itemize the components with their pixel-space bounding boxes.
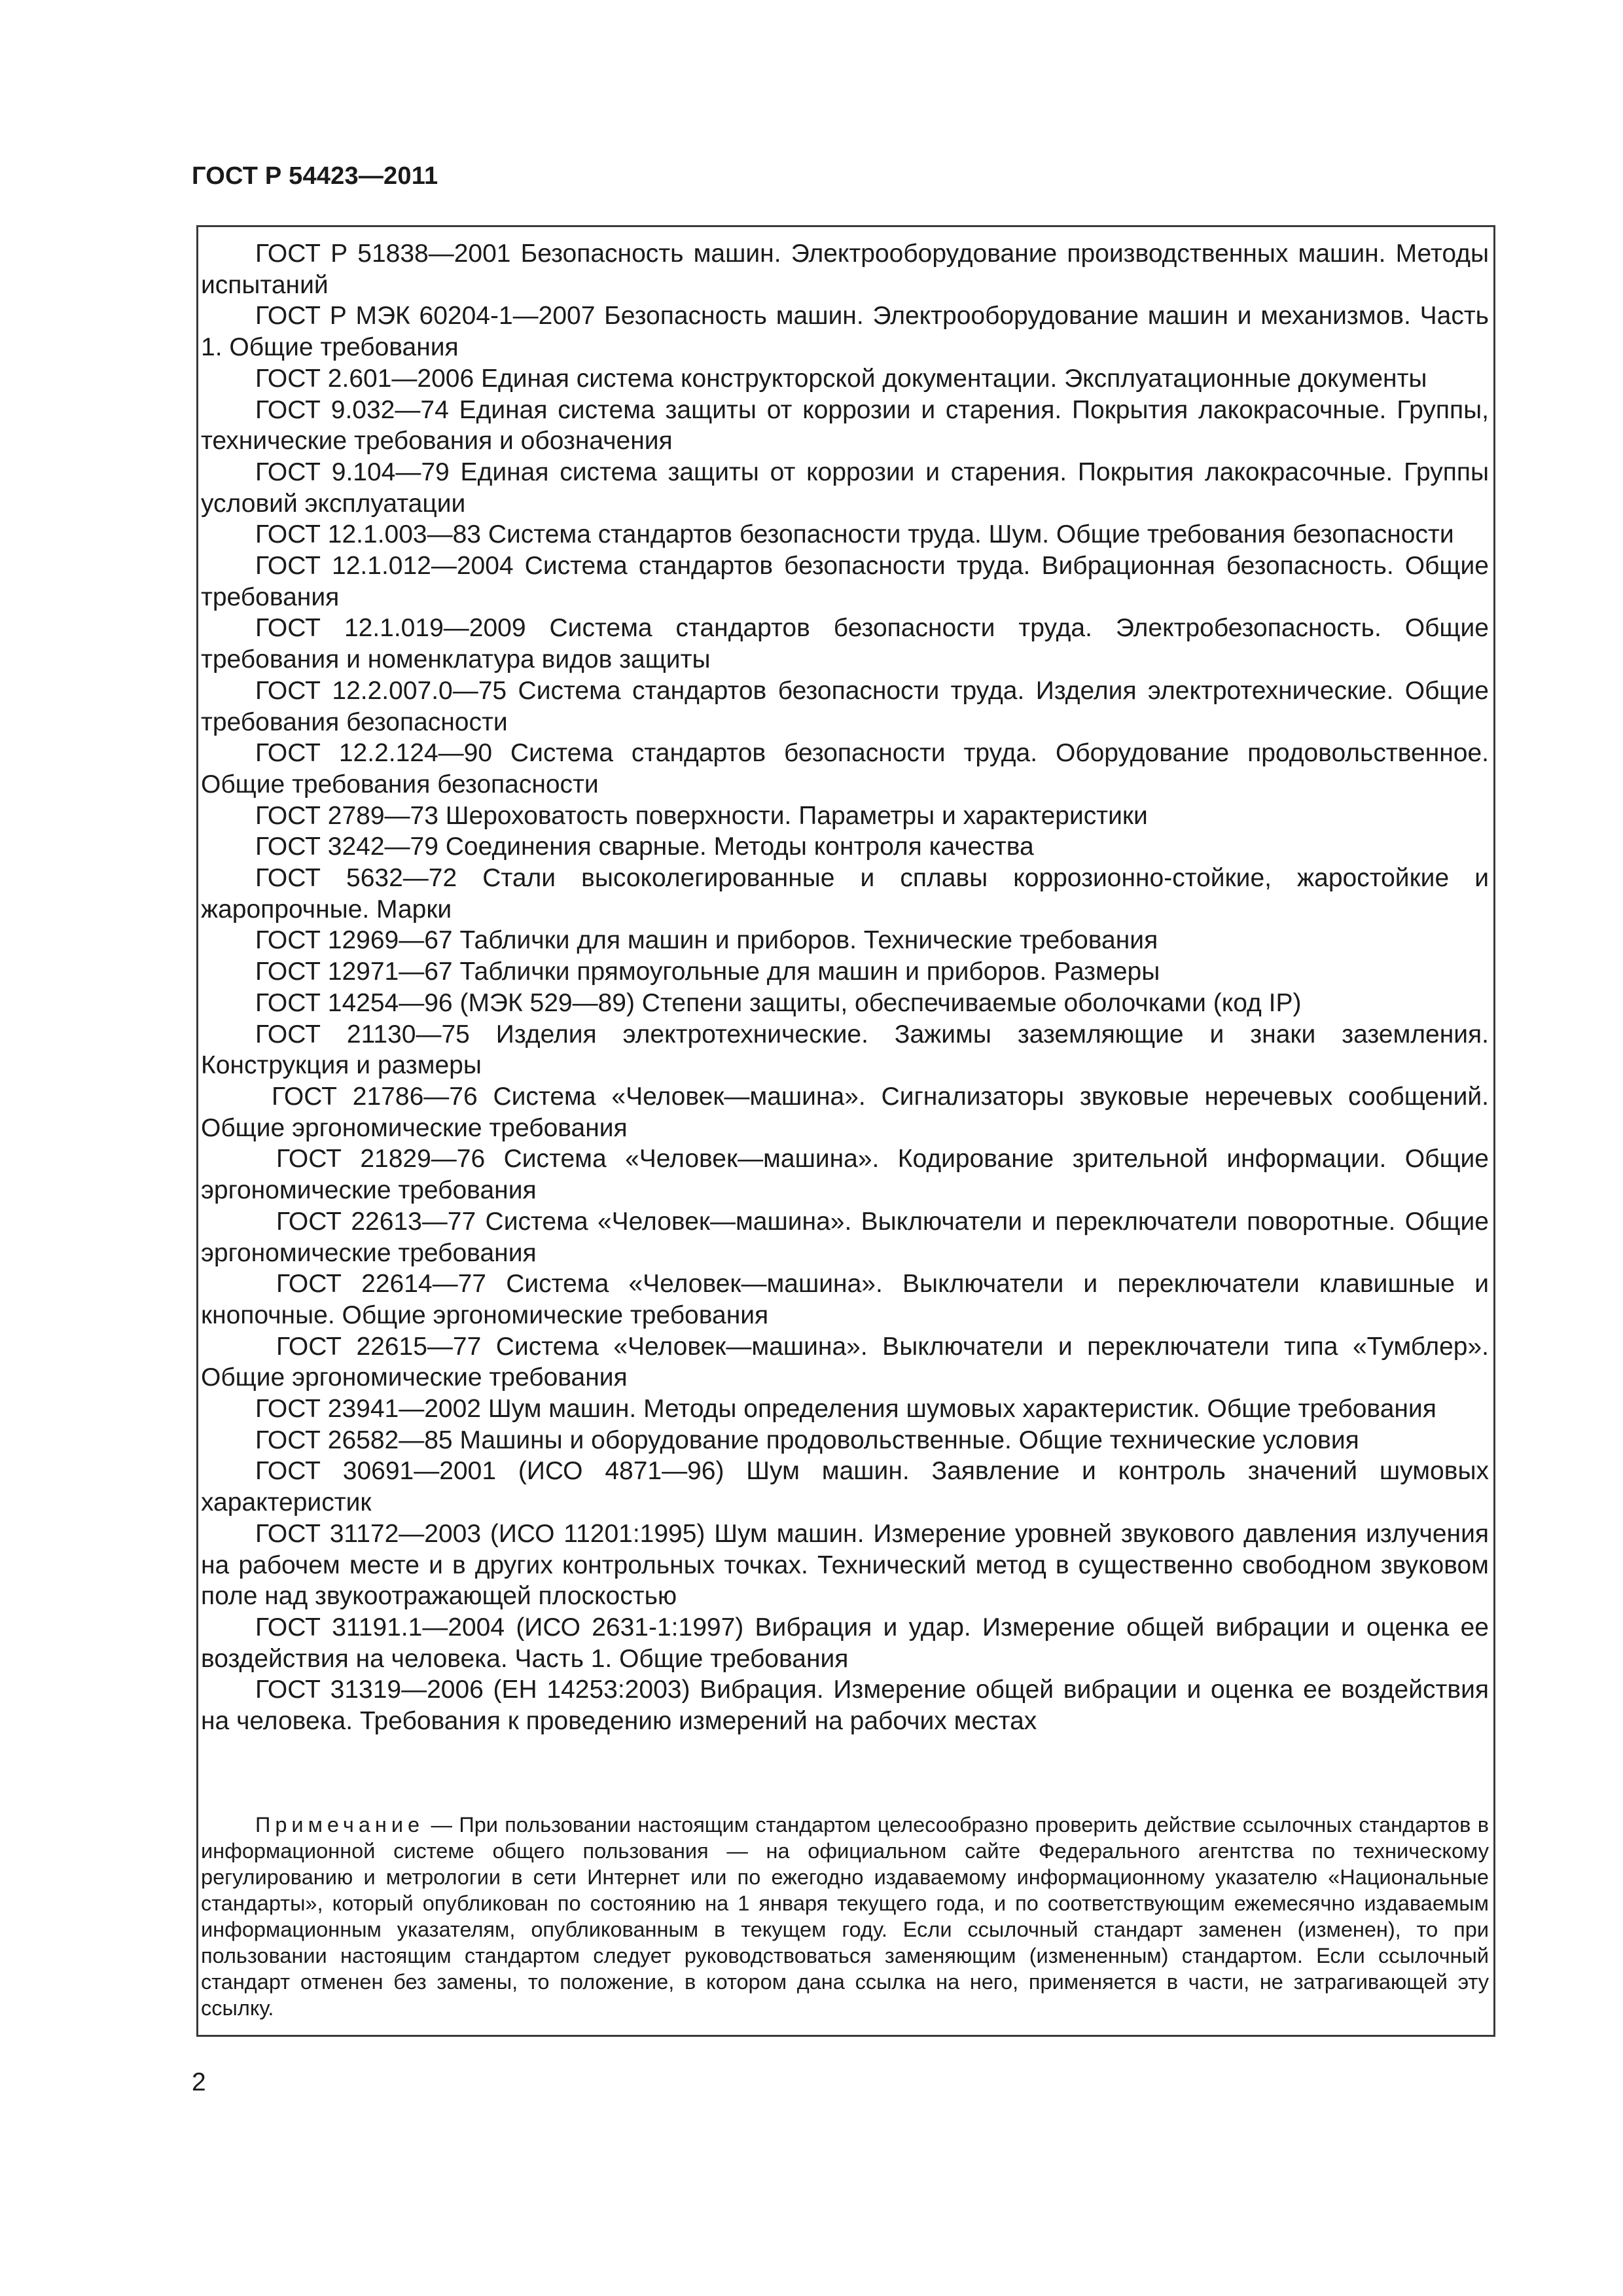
reference-item: ГОСТ 5632—72 Стали высоколегированные и сплавы коррозионно-стойкие, жаростойкие и жаропрочные. Марки [201,864,1489,924]
page-number: 2 [192,2068,206,2096]
normative-references-list [201,238,1489,1737]
reference-item: ГОСТ 2789—73 Шероховатость поверхности. Параметры и характеристики [255,801,1148,830]
reference-item: ГОСТ 12969—67 Таблички для машин и приборов. Технические требования [255,926,1158,955]
document-header: ГОСТ Р 54423—2011 [192,162,438,190]
reference-item: ГОСТ 21829—76 Система «Человек—машина». Кодирование зрительной информации. Общие эргономические требования [201,1145,1489,1205]
reference-item: ГОСТ 12971—67 Таблички прямоугольные для машин и приборов. Размеры [255,958,1160,986]
reference-item: ГОСТ 30691—2001 (ИСО 4871—96) Шум машин. Заявление и контроль значений шумовых характеристик [201,1457,1489,1517]
note-label: Примечание [255,1813,425,1837]
reference-item: ГОСТ 21786—76 Система «Человек—машина». Сигнализаторы звуковые неречевых сообщений. Общие эргономические требования [201,1082,1489,1142]
reference-item: ГОСТ 21130—75 Изделия электротехнические. Зажимы заземляющие и знаки заземления. Конструкция и размеры [201,1020,1489,1080]
reference-item: ГОСТ 31172—2003 (ИСО 11201:1995) Шум машин. Измерение уровней звукового давления излучения на рабочем месте и в других контрольных точках. Технический метод в существенно свободном звуковом поле над звукоотражающей плоскостью [201,1519,1489,1611]
reference-item: ГОСТ 22613—77 Система «Человек—машина». Выключатели и переключатели поворотные. Общие эргономические требования [201,1207,1489,1267]
reference-item: ГОСТ 12.1.012—2004 Система стандартов безопасности труда. Вибрационная безопасность. Общие требования [201,552,1489,611]
note-text: — При пользовании настоящим стандартом целесообразно проверить действие ссылочных стандартов в информационной системе общего пользования — на официальном сайте Федерального агентства по техническому регулированию и метрологии в сети Интернет или по ежегодно издаваемому информационному указателю «Национальные стандарты», который опубликован по состоянию на 1 января текущего года, и по соответствующим ежемесячно издаваемым информационным указателям, опубликованным в текущем году. Если ссылочный стандарт заменен (изменен), то при пользовании настоящим стандартом следует руководствоваться заменяющим (измененным) стандартом. Если ссылочный стандарт отменен без замены, то положение, в котором дана ссылка на него, применяется в части, не затрагивающей эту ссылку. [201,1813,1489,2020]
reference-item: ГОСТ 9.104—79 Единая система защиты от коррозии и старения. Покрытия лакокрасочные. Группы условий эксплуатации [201,457,1489,518]
reference-item: ГОСТ 14254—96 (МЭК 529—89) Степени защиты, обеспечиваемые оболочками (код IP) [255,988,1302,1017]
reference-item: ГОСТ 12.1.019—2009 Система стандартов безопасности труда. Электробезопасность. Общие требования и номенклатура видов защиты [201,614,1489,674]
reference-item: ГОСТ 22614—77 Система «Человек—машина». Выключатели и переключатели клавишные и кнопочные. Общие эргономические требования [201,1270,1489,1329]
reference-item: ГОСТ Р 51838—2001 Безопасность машин. Электрооборудование производственных машин. Методы испытаний [201,240,1489,299]
reference-item: ГОСТ 12.2.007.0—75 Система стандартов безопасности труда. Изделия электротехнические. Общие требования безопасности [201,676,1489,736]
reference-item: ГОСТ Р МЭК 60204-1—2007 Безопасность машин. Электрооборудование машин и механизмов. Часть 1. Общие требования [201,302,1489,362]
reference-item: ГОСТ 26582—85 Машины и оборудование продовольственные. Общие технические условия [255,1426,1359,1454]
reference-item: ГОСТ 31319—2006 (ЕН 14253:2003) Вибрация. Измерение общей вибрации и оценка ее воздействия на человека. Требования к проведению измерений на рабочих местах [201,1676,1489,1736]
note-paragraph [201,1812,1489,2021]
reference-item: ГОСТ 12.1.003—83 Система стандартов безопасности труда. Шум. Общие требования безопасности [255,520,1454,549]
reference-item: ГОСТ 3242—79 Соединения сварные. Методы контроля качества [255,833,1034,861]
reference-item: ГОСТ 22615—77 Система «Человек—машина». Выключатели и переключатели типа «Тумблер». Общие эргономические требования [201,1332,1489,1392]
reference-item: ГОСТ 12.2.124—90 Система стандартов безопасности труда. Оборудование продовольственное. Общие требования безопасности [201,739,1489,798]
reference-item: ГОСТ 9.032—74 Единая система защиты от коррозии и старения. Покрытия лакокрасочные. Группы, технические требования и обозначения [201,395,1489,456]
reference-item: ГОСТ 2.601—2006 Единая система конструкторской документации. Эксплуатационные документы [255,364,1427,393]
reference-item: ГОСТ 23941—2002 Шум машин. Методы определения шумовых характеристик. Общие требования [255,1395,1436,1424]
reference-item: ГОСТ 31191.1—2004 (ИСО 2631-1:1997) Вибрация и удар. Измерение общей вибрации и оценка ее воздействия на человека. Часть 1. Общие требования [201,1613,1489,1673]
